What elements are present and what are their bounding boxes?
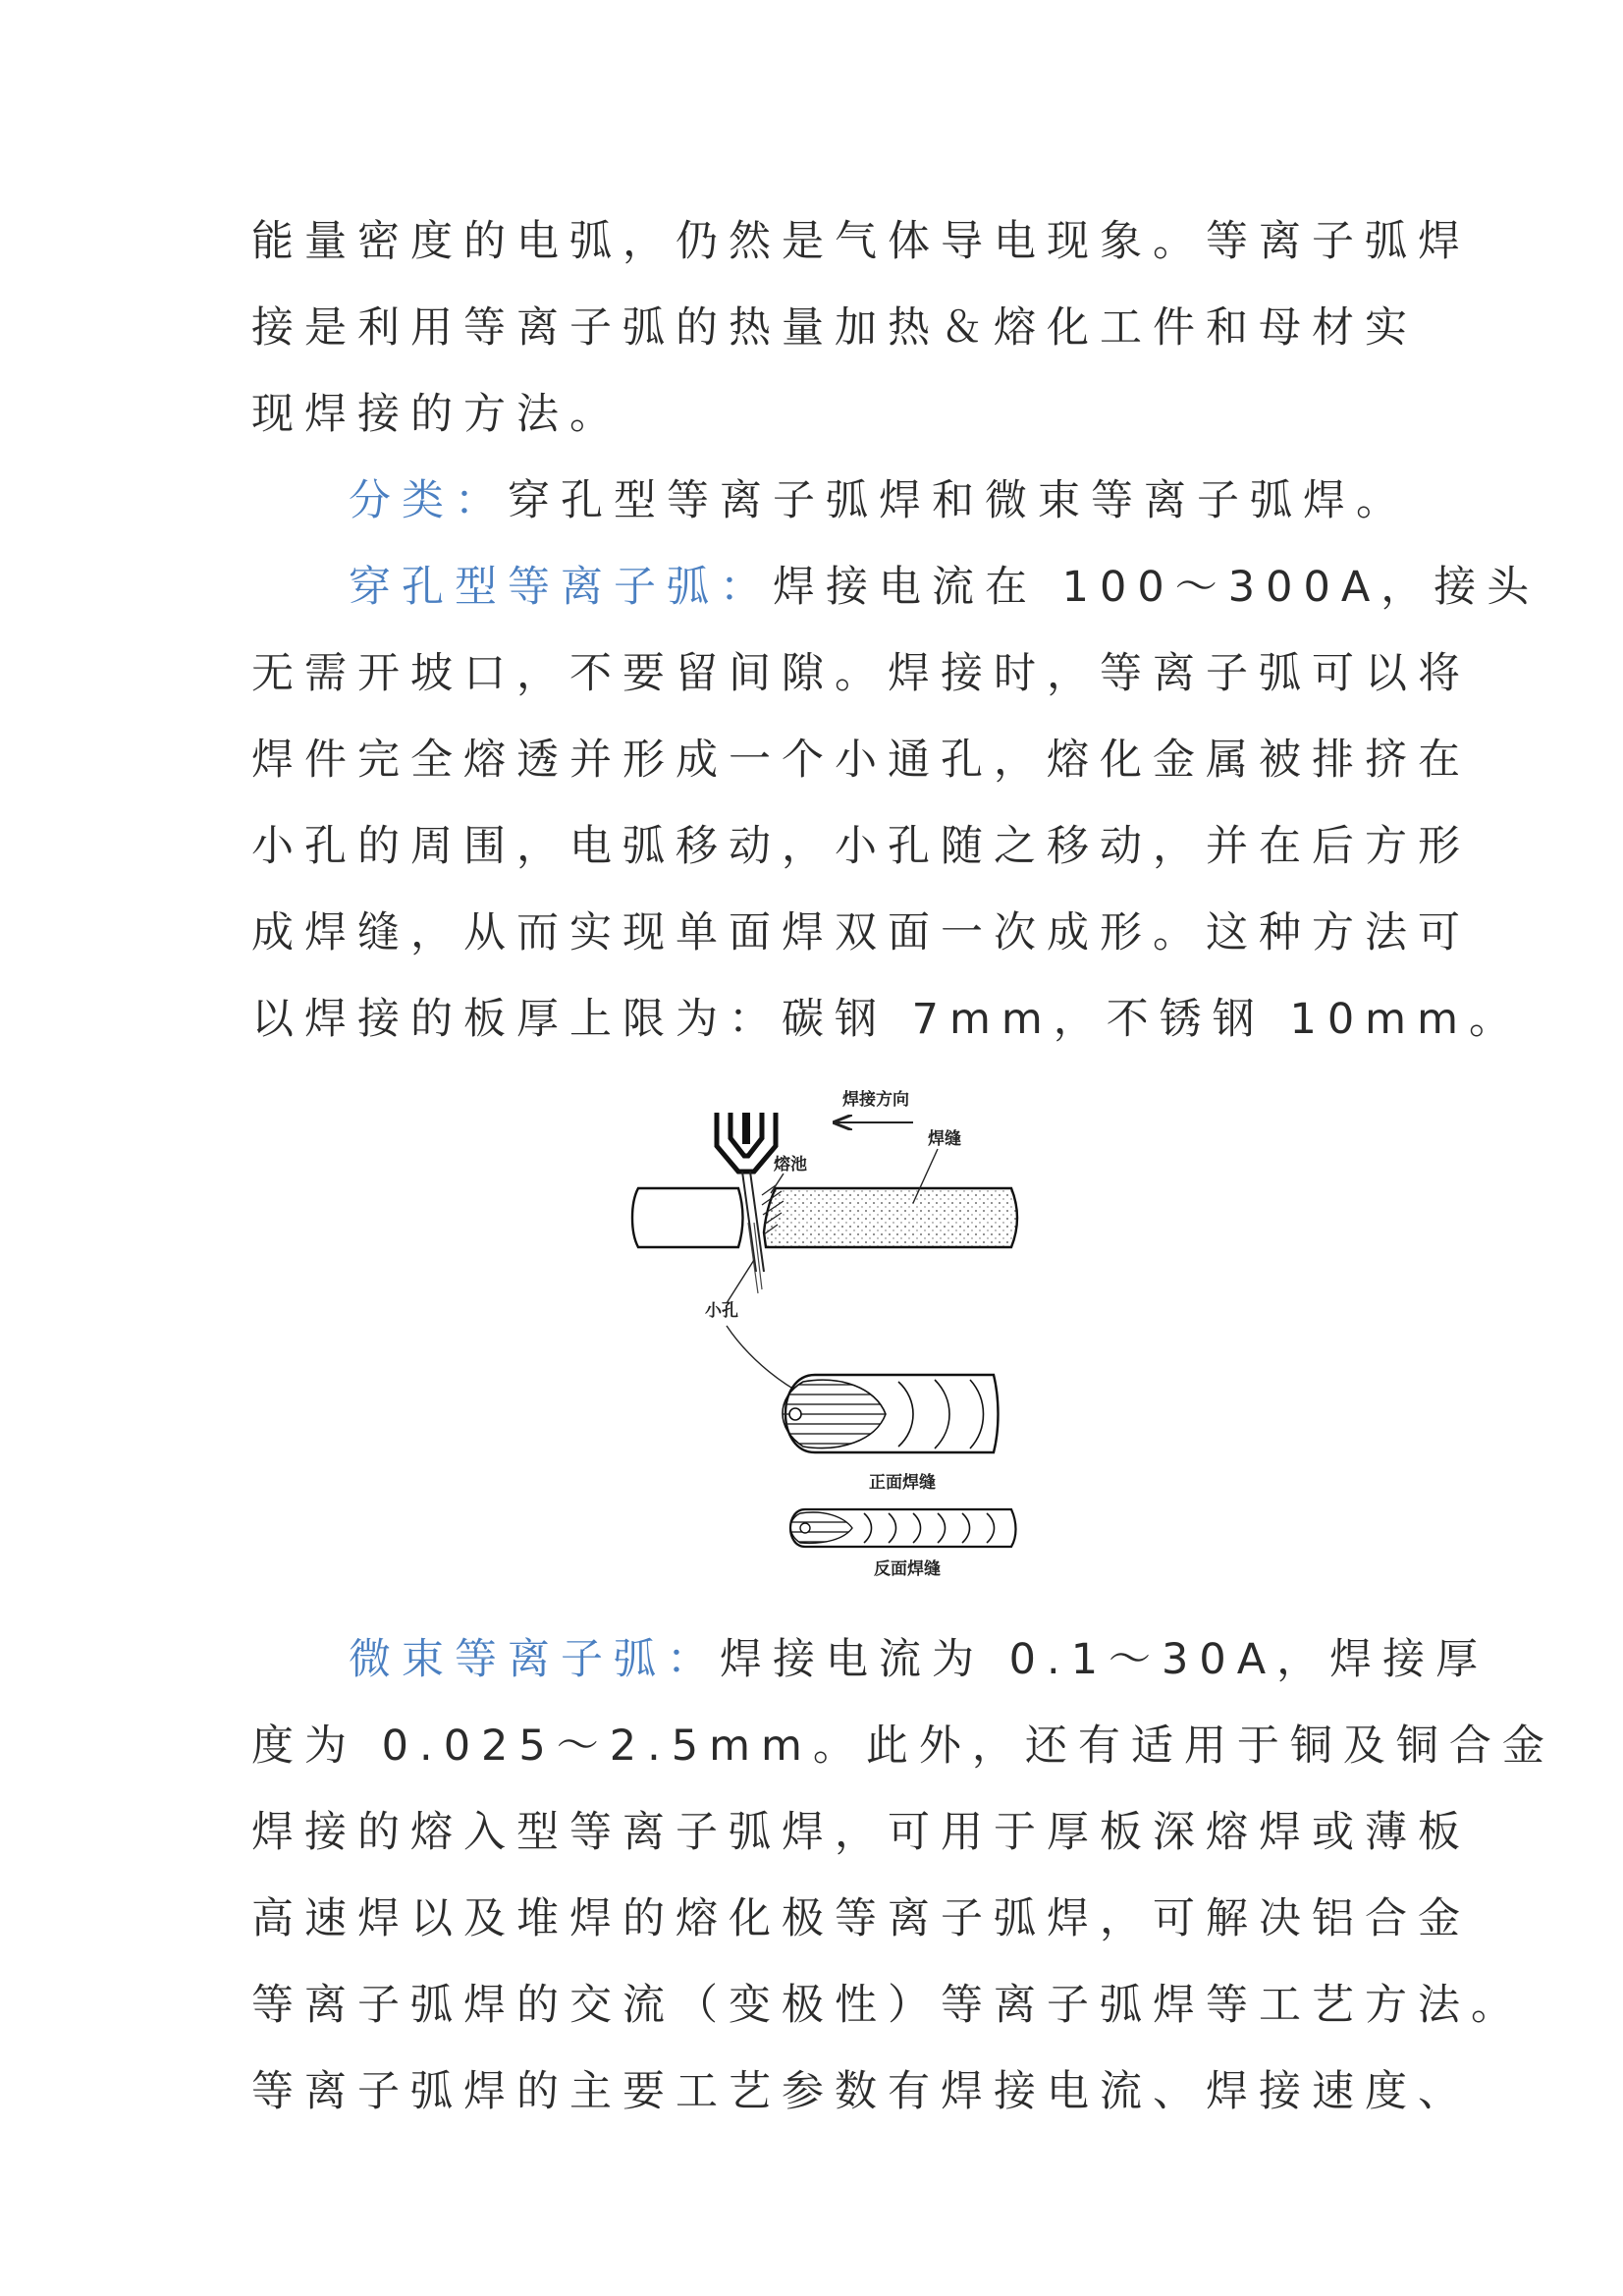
- seam-label: 焊缝: [928, 1129, 961, 1149]
- back-weld-label: 反面焊缝: [874, 1559, 941, 1579]
- paragraph-line: 接是利用等离子弧的热量加热＆熔化工件和母材实: [251, 303, 1418, 353]
- paragraph-line: 无需开坡口，不要留间隙。焊接时，等离子弧可以将: [251, 649, 1471, 698]
- front-weld-label: 正面焊缝: [869, 1473, 936, 1493]
- pool-label: 熔池: [774, 1155, 807, 1175]
- keyhole-text: 焊接电流在 100～300A，接头: [773, 563, 1541, 612]
- paragraph-line: 现焊接的方法。: [251, 390, 622, 439]
- paragraph-line: 成焊缝，从而实现单面焊双面一次成形。这种方法可: [251, 908, 1471, 957]
- classification-paragraph: [349, 471, 1488, 530]
- microplasma-heading: 微束等离子弧：: [349, 1635, 720, 1684]
- paragraph-line: 焊接的熔入型等离子弧焊，可用于厚板深熔焊或薄板: [251, 1808, 1471, 1857]
- keyhole-heading: 穿孔型等离子弧：: [349, 563, 773, 612]
- keyhole-paragraph: [349, 558, 1541, 617]
- hole-label: 小孔: [705, 1301, 738, 1321]
- plasma-jet: [742, 1172, 764, 1293]
- paragraph-line: 度为 0.025～2.5mm。此外，还有适用于铜及铜合金: [251, 1722, 1555, 1771]
- weld-seam: [764, 1188, 1017, 1247]
- direction-label: 焊接方向: [842, 1090, 909, 1110]
- base-metal: [632, 1188, 743, 1247]
- paragraph-line: 等离子弧焊的主要工艺参数有焊接电流、焊接速度、: [251, 2067, 1471, 2116]
- paragraph-line: 小孔的周围，电弧移动，小孔随之移动，并在后方形: [251, 822, 1471, 871]
- paragraph-line: 以焊接的板厚上限为：碳钢 7mm，不锈钢 10mm。: [251, 995, 1522, 1044]
- paragraph-line: 能量密度的电弧，仍然是气体导电现象。等离子弧焊: [251, 217, 1471, 266]
- microplasma-paragraph: [349, 1630, 1488, 1689]
- paragraph-line: 等离子弧焊的交流（变极性）等离子弧焊等工艺方法。: [251, 1981, 1524, 2030]
- back-weld: [790, 1509, 1016, 1547]
- front-weld: [783, 1375, 999, 1452]
- keyhole-welding-diagram: [628, 1075, 1041, 1581]
- paragraph-line: 高速焊以及堆焊的熔化极等离子弧焊，可解决铝合金: [251, 1894, 1471, 1943]
- microplasma-text: 焊接电流为 0.1～30A，焊接厚: [720, 1635, 1489, 1684]
- diagram-svg: [628, 1075, 1041, 1581]
- torch-nozzle: [717, 1113, 776, 1172]
- classification-heading: 分类：: [349, 476, 508, 525]
- paragraph-line: 焊件完全熔透并形成一个小通孔，熔化金属被排挤在: [251, 736, 1471, 785]
- classification-text: 穿孔型等离子弧焊和微束等离子弧焊。: [508, 476, 1409, 525]
